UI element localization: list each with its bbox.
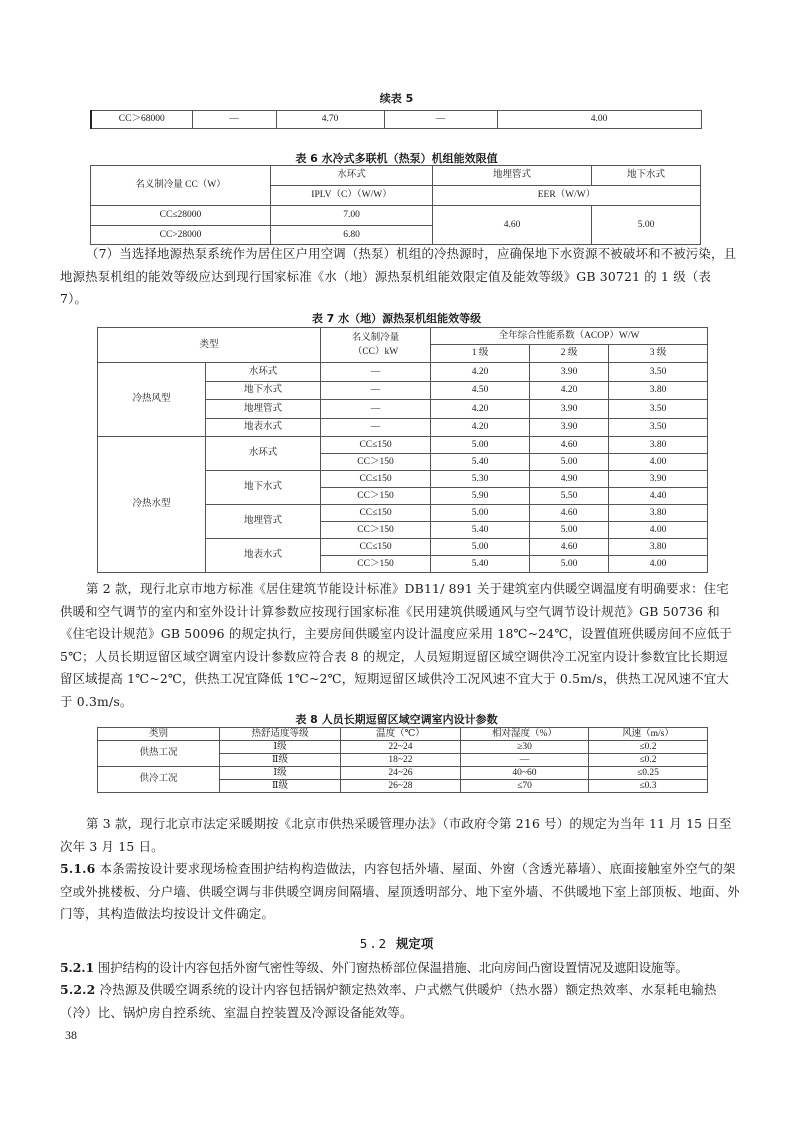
cell: 4.00 bbox=[497, 111, 701, 129]
header-acop: 全年综合性能系数（ACOP）W/W bbox=[431, 328, 708, 345]
cell-subtype: 地表水式 bbox=[206, 539, 321, 573]
cell-capacity: — bbox=[321, 400, 431, 419]
header-capacity-line1: 名义制冷量 bbox=[351, 333, 400, 343]
cell-g3: 4.40 bbox=[609, 488, 708, 505]
table-row bbox=[98, 363, 708, 382]
header-capacity bbox=[321, 328, 431, 363]
table6 bbox=[90, 165, 701, 245]
cell-subtype: 地埋管式 bbox=[206, 400, 321, 419]
cell-level: Ⅱ级 bbox=[220, 754, 341, 767]
cell-rh: ≥30 bbox=[461, 741, 589, 754]
header-type: 类型 bbox=[98, 328, 321, 363]
cell: — bbox=[192, 111, 276, 129]
table7 bbox=[97, 327, 708, 573]
header-grade-2: 2 级 bbox=[530, 345, 609, 363]
cell-rh: ≤70 bbox=[461, 780, 589, 793]
cell-g1: 5.30 bbox=[431, 471, 530, 488]
cell-water-type: 冷热水型 bbox=[98, 437, 206, 573]
cell-air-type: 冷热风型 bbox=[98, 363, 206, 437]
cell-speed: ≤0.2 bbox=[589, 741, 708, 754]
cell-capacity: CC≤28000 bbox=[91, 206, 271, 226]
cell-capacity: CC≤150 bbox=[321, 505, 431, 522]
cell-g1: 5.00 bbox=[431, 505, 530, 522]
table5-continued-caption: 续表 5 bbox=[379, 92, 414, 105]
header-grade-3: 3 级 bbox=[609, 345, 708, 363]
section-number: 5.2 bbox=[359, 936, 389, 951]
table6-caption: 表 6 水冷式多联机（热泵）机组能效限值 bbox=[295, 152, 498, 165]
clause-text: 本条需按设计要求现场检查围护结构构造做法，内容包括外墙、屋面、外窗（含透光幕墙）、底面接触室外空气的架空或外挑楼板、分户墙、供暖空调与非供暖空调房间隔墙、屋顶透明部分、地下室外墙、不供暖地下室上部顶板、地面、外门等，其构造做法均按设计文件确定。 bbox=[60, 861, 740, 921]
cell-g2: 5.00 bbox=[530, 454, 609, 471]
cell-g2: 3.90 bbox=[530, 363, 609, 382]
cell-temp: 26~28 bbox=[341, 780, 461, 793]
cell-g1: 4.20 bbox=[431, 418, 530, 437]
clause-text: 冷热源及供暖空调系统的设计内容包括锅炉额定热效率、户式燃气供暖炉（热水器）额定热效率、水泵耗电输热（冷）比、锅炉房自控系统、室温自控装置及冷源设备能效等。 bbox=[60, 982, 717, 1020]
table-header-row bbox=[91, 166, 701, 186]
cell-g2: 3.90 bbox=[530, 418, 609, 437]
cell-subtype: 地埋管式 bbox=[206, 505, 321, 539]
cell-g3: 3.50 bbox=[609, 363, 708, 382]
cell-g3: 3.50 bbox=[609, 418, 708, 437]
cell-rh: 40~60 bbox=[461, 767, 589, 780]
cell-capacity: CC＞150 bbox=[321, 556, 431, 573]
header-ground-pipe: 地埋管式 bbox=[433, 166, 592, 186]
cell-subtype: 地表水式 bbox=[206, 418, 321, 437]
table-row bbox=[98, 437, 708, 454]
cell-rh: — bbox=[461, 754, 589, 767]
page-number: 38 bbox=[65, 1028, 77, 1042]
cell-subtype: 地下水式 bbox=[206, 381, 321, 400]
cell-eer-ground-pipe: 4.60 bbox=[433, 206, 592, 245]
cell-g3: 3.90 bbox=[609, 471, 708, 488]
cell-iplv: 7.00 bbox=[271, 206, 433, 226]
cell-g2: 5.00 bbox=[530, 556, 609, 573]
cell-g1: 5.40 bbox=[431, 454, 530, 471]
clause-number: 5.1.6 bbox=[60, 861, 96, 876]
section-title: 规定项 bbox=[396, 936, 434, 951]
cell-capacity: — bbox=[321, 381, 431, 400]
cell-g1: 5.40 bbox=[431, 556, 530, 573]
table8 bbox=[97, 727, 708, 793]
cell-g3: 4.00 bbox=[609, 454, 708, 471]
cell-g3: 3.80 bbox=[609, 381, 708, 400]
cell-g2: 4.90 bbox=[530, 471, 609, 488]
table5-continued bbox=[90, 110, 702, 129]
cell-capacity: CC≤150 bbox=[321, 539, 431, 556]
table-row bbox=[91, 111, 701, 129]
cell-g1: 5.40 bbox=[431, 522, 530, 539]
cell-subtype: 地下水式 bbox=[206, 471, 321, 505]
cell-g2: 4.60 bbox=[530, 437, 609, 454]
cell-level: Ⅱ级 bbox=[220, 780, 341, 793]
cell-capacity: CC＞150 bbox=[321, 522, 431, 539]
header-capacity: 名义制冷量 CC（W） bbox=[91, 166, 271, 206]
cell-eer-ground-water: 5.00 bbox=[592, 206, 701, 245]
cell: — bbox=[384, 111, 497, 129]
cell-capacity: CC＞150 bbox=[321, 454, 431, 471]
cell-g2: 3.90 bbox=[530, 400, 609, 419]
paragraph-clause-3: 第 3 款，现行北京市法定采暖期按《北京市供热采暖管理办法》（市政府令第 216 号）的规定为当年 11 月 15 日至次年 3 月 15 日。 bbox=[60, 816, 732, 854]
cell-speed: ≤0.25 bbox=[589, 767, 708, 780]
table-row bbox=[98, 741, 708, 754]
cell-g1: 4.50 bbox=[431, 381, 530, 400]
paragraph-clause-2: 第 2 款，现行北京市地方标准《居住建筑节能设计标准》DB11/ 891 关于建筑室内供暖空调温度有明确要求：住宅供暖和空气调节的室内和室外设计计算参数应按现行国家标准《民用建筑供暖通风与空气调节设计规范》GB 50736 和《住宅设计规范》GB 50096 的规定执行，主要房间供暖室内设计温度应采用 18℃~24℃，设置值班供暖房间不应低于 5℃；人员长期逗留区域空调室内设计参数应符合表 8 的规定，人员短期逗留区域空调供冷工况室内设计参数宜比长期逗留区域提高 1℃~2℃，供热工况宜降低 1℃~2℃，短期逗留区域供冷工况风速不宜大于 0.5m/s，供热工况风速不宜大于 0.3m/s。 bbox=[60, 581, 733, 709]
clause-number: 5.2.1 bbox=[60, 960, 94, 975]
cell-temp: 24~26 bbox=[341, 767, 461, 780]
cell-temp: 18~22 bbox=[341, 754, 461, 767]
cell-g3: 4.00 bbox=[609, 556, 708, 573]
cell-speed: ≤0.2 bbox=[589, 754, 708, 767]
cell-capacity: — bbox=[321, 418, 431, 437]
clause-5-2-2 bbox=[60, 979, 740, 1024]
cell-level: Ⅰ级 bbox=[220, 741, 341, 754]
table8-caption: 表 8 人员长期逗留区域空调室内设计参数 bbox=[295, 713, 498, 726]
cell-capacity: CC≤150 bbox=[321, 471, 431, 488]
header-water-loop: 水环式 bbox=[271, 166, 433, 186]
table7-caption: 表 7 水（地）源热泵机组能效等级 bbox=[311, 312, 482, 325]
cell-speed: ≤0.3 bbox=[589, 780, 708, 793]
clause-5-1-6 bbox=[60, 858, 740, 926]
cell-g3: 4.00 bbox=[609, 522, 708, 539]
cell-g1: 5.90 bbox=[431, 488, 530, 505]
cell-heating: 供热工况 bbox=[98, 741, 220, 767]
cell: CC＞68000 bbox=[91, 111, 192, 129]
cell-g3: 3.80 bbox=[609, 539, 708, 556]
cell-capacity: CC＞150 bbox=[321, 488, 431, 505]
table-row bbox=[98, 767, 708, 780]
cell-g1: 4.20 bbox=[431, 400, 530, 419]
clause-number: 5.2.2 bbox=[60, 982, 96, 997]
header-comfort-level: 热舒适度等级 bbox=[220, 728, 341, 741]
clause-5-2-1 bbox=[60, 957, 740, 980]
header-humidity: 相对湿度（%） bbox=[461, 728, 589, 741]
cell-g2: 5.50 bbox=[530, 488, 609, 505]
cell-g2: 4.60 bbox=[530, 505, 609, 522]
cell-temp: 22~24 bbox=[341, 741, 461, 754]
cell-cooling: 供冷工况 bbox=[98, 767, 220, 793]
cell: 4.70 bbox=[276, 111, 384, 129]
table-header-row bbox=[98, 728, 708, 741]
clause-text: 围护结构的设计内容包括外窗气密性等级、外门窗热桥部位保温措施、北向房间凸窗设置情况及遮阳设施等。 bbox=[94, 960, 688, 975]
cell-g3: 3.80 bbox=[609, 437, 708, 454]
cell-capacity: — bbox=[321, 363, 431, 382]
table-header-row bbox=[98, 328, 708, 345]
cell-level: Ⅰ级 bbox=[220, 767, 341, 780]
header-category: 类别 bbox=[98, 728, 220, 741]
header-temperature: 温度（℃） bbox=[341, 728, 461, 741]
cell-subtype: 水环式 bbox=[206, 363, 321, 382]
header-capacity-line2: （CC）kW bbox=[352, 347, 399, 357]
cell-g1: 5.00 bbox=[431, 539, 530, 556]
header-air-speed: 风速（m/s） bbox=[589, 728, 708, 741]
cell-capacity: CC≤150 bbox=[321, 437, 431, 454]
cell-g2: 4.60 bbox=[530, 539, 609, 556]
cell-iplv: 6.80 bbox=[271, 226, 433, 245]
cell-g1: 5.00 bbox=[431, 437, 530, 454]
cell-g3: 3.50 bbox=[609, 400, 708, 419]
header-ground-water: 地下水式 bbox=[592, 166, 701, 186]
section-heading-5-2 bbox=[0, 934, 793, 952]
cell-g2: 5.00 bbox=[530, 522, 609, 539]
header-iplv: IPLV（C）（W/W） bbox=[271, 186, 433, 206]
cell-subtype: 水环式 bbox=[206, 437, 321, 471]
cell-capacity: CC>28000 bbox=[91, 226, 271, 245]
cell-g2: 4.20 bbox=[530, 381, 609, 400]
table-row bbox=[91, 206, 701, 226]
header-grade-1: 1 级 bbox=[431, 345, 530, 363]
header-eer: EER（W/W） bbox=[433, 186, 701, 206]
cell-g1: 4.20 bbox=[431, 363, 530, 382]
cell-g3: 3.80 bbox=[609, 505, 708, 522]
paragraph-item-7: （7）当选择地源热泵系统作为居住区户用空调（热泵）机组的冷热源时，应确保地下水资源不被破坏和不被污染，且地源热泵机组的能效等级应达到现行国家标准《水（地）源热泵机组能效限定值及能效等级》GB 30721 的 1 级（表 7）。 bbox=[60, 246, 737, 306]
